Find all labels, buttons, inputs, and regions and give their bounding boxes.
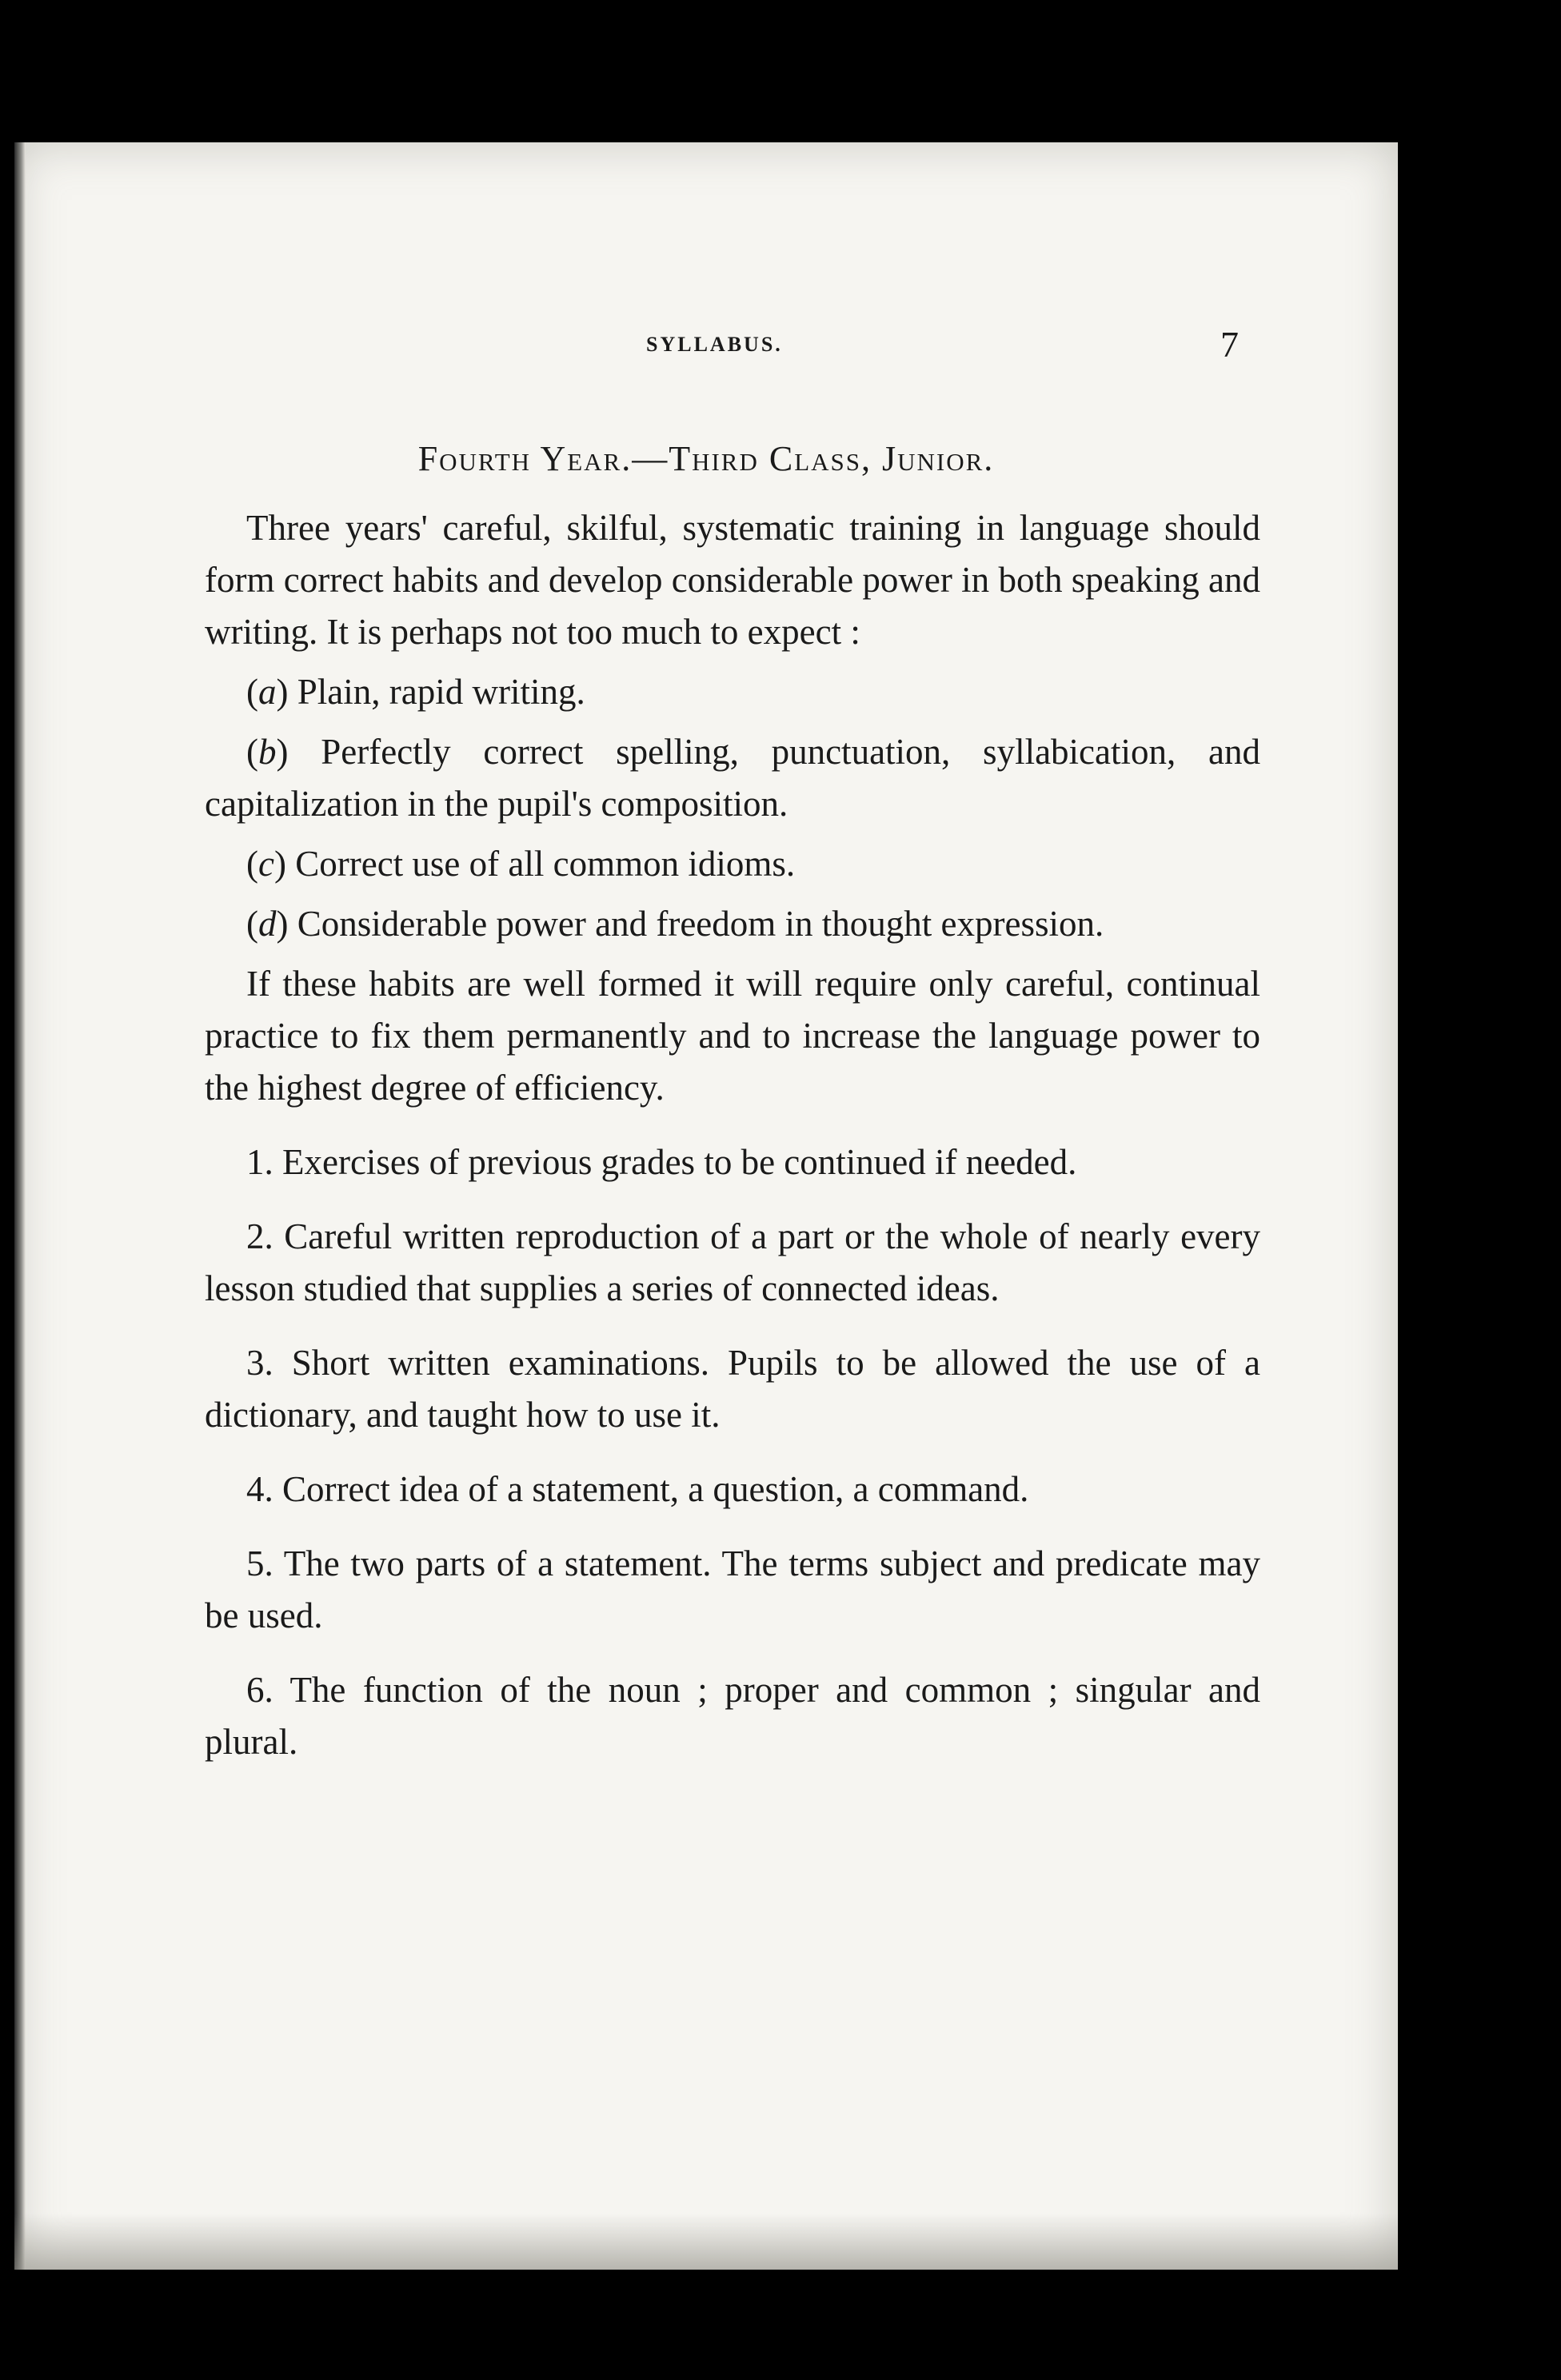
summary-paragraph: If these habits are well formed it will require only careful, continual practice to fix them permanently and to increase the language power to the highest degree of efficiency. xyxy=(205,964,1260,1108)
item-number: 5. xyxy=(246,1543,273,1583)
expectation-text: Considerable power and freedom in thought expression. xyxy=(297,904,1104,944)
numbered-item xyxy=(205,1136,1260,1188)
numbered-item xyxy=(205,1211,1260,1315)
book-page xyxy=(14,142,1398,2270)
item-number: 3. xyxy=(246,1343,273,1383)
page-number: 7 xyxy=(1220,324,1239,365)
expectation-letter: c xyxy=(258,844,274,884)
expectation-letter: b xyxy=(258,732,277,772)
numbered-item xyxy=(205,1664,1260,1768)
expectation-letter: a xyxy=(258,672,277,712)
item-text: Exercises of previous grades to be continued if needed. xyxy=(282,1142,1077,1182)
item-text: Careful written reproduction of a part or the whole of nearly every lesson studied that supplies a series of connected ideas. xyxy=(205,1216,1261,1308)
page-body xyxy=(205,502,1260,1768)
expectation-text: Correct use of all common idioms. xyxy=(295,844,796,884)
item-text: Short written examinations. Pupils to be allowed the use of a dictionary, and taught how to use it. xyxy=(205,1343,1261,1435)
item-number: 1. xyxy=(246,1142,273,1182)
expectation-item: (b) Perfectly correct spelling, punctuation, syllabication, and capitalization in the pupil's composition. xyxy=(205,732,1260,824)
expectation-letter: d xyxy=(258,904,277,944)
intro-paragraph: Three years' careful, skilful, systematic training in language should form correct habits and develop considerable power in both speaking and writing. It is perhaps not too much to expect : xyxy=(205,508,1260,652)
page-bottom-shadow xyxy=(14,2214,1398,2270)
numbered-item xyxy=(205,1538,1260,1642)
expectation-item: (c) Correct use of all common idioms. xyxy=(246,844,796,884)
numbered-item xyxy=(205,1337,1260,1441)
expectation-text: Plain, rapid writing. xyxy=(297,672,585,712)
item-text: The two parts of a statement. The terms subject and predicate may be used. xyxy=(205,1543,1260,1635)
expectation-item: (d) Considerable power and freedom in thought expression. xyxy=(246,904,1104,944)
item-number: 2. xyxy=(246,1216,273,1256)
running-title: SYLLABUS. xyxy=(646,333,783,356)
running-head xyxy=(14,326,1398,374)
expectation-text: Perfectly correct spelling, punctuation, syllabication, and capitalization in the pupil's composition. xyxy=(205,732,1260,824)
item-text: The function of the noun ; proper and common ; singular and plural. xyxy=(205,1670,1261,1762)
section-heading: Fourth Year.—Third Class, Junior. xyxy=(417,439,995,478)
item-number: 4. xyxy=(246,1469,273,1509)
expectation-item: (a) Plain, rapid writing. xyxy=(246,672,585,712)
numbered-item xyxy=(205,1464,1260,1515)
item-text: Correct idea of a statement, a question, a command. xyxy=(282,1469,1029,1509)
item-number: 6. xyxy=(246,1670,273,1710)
